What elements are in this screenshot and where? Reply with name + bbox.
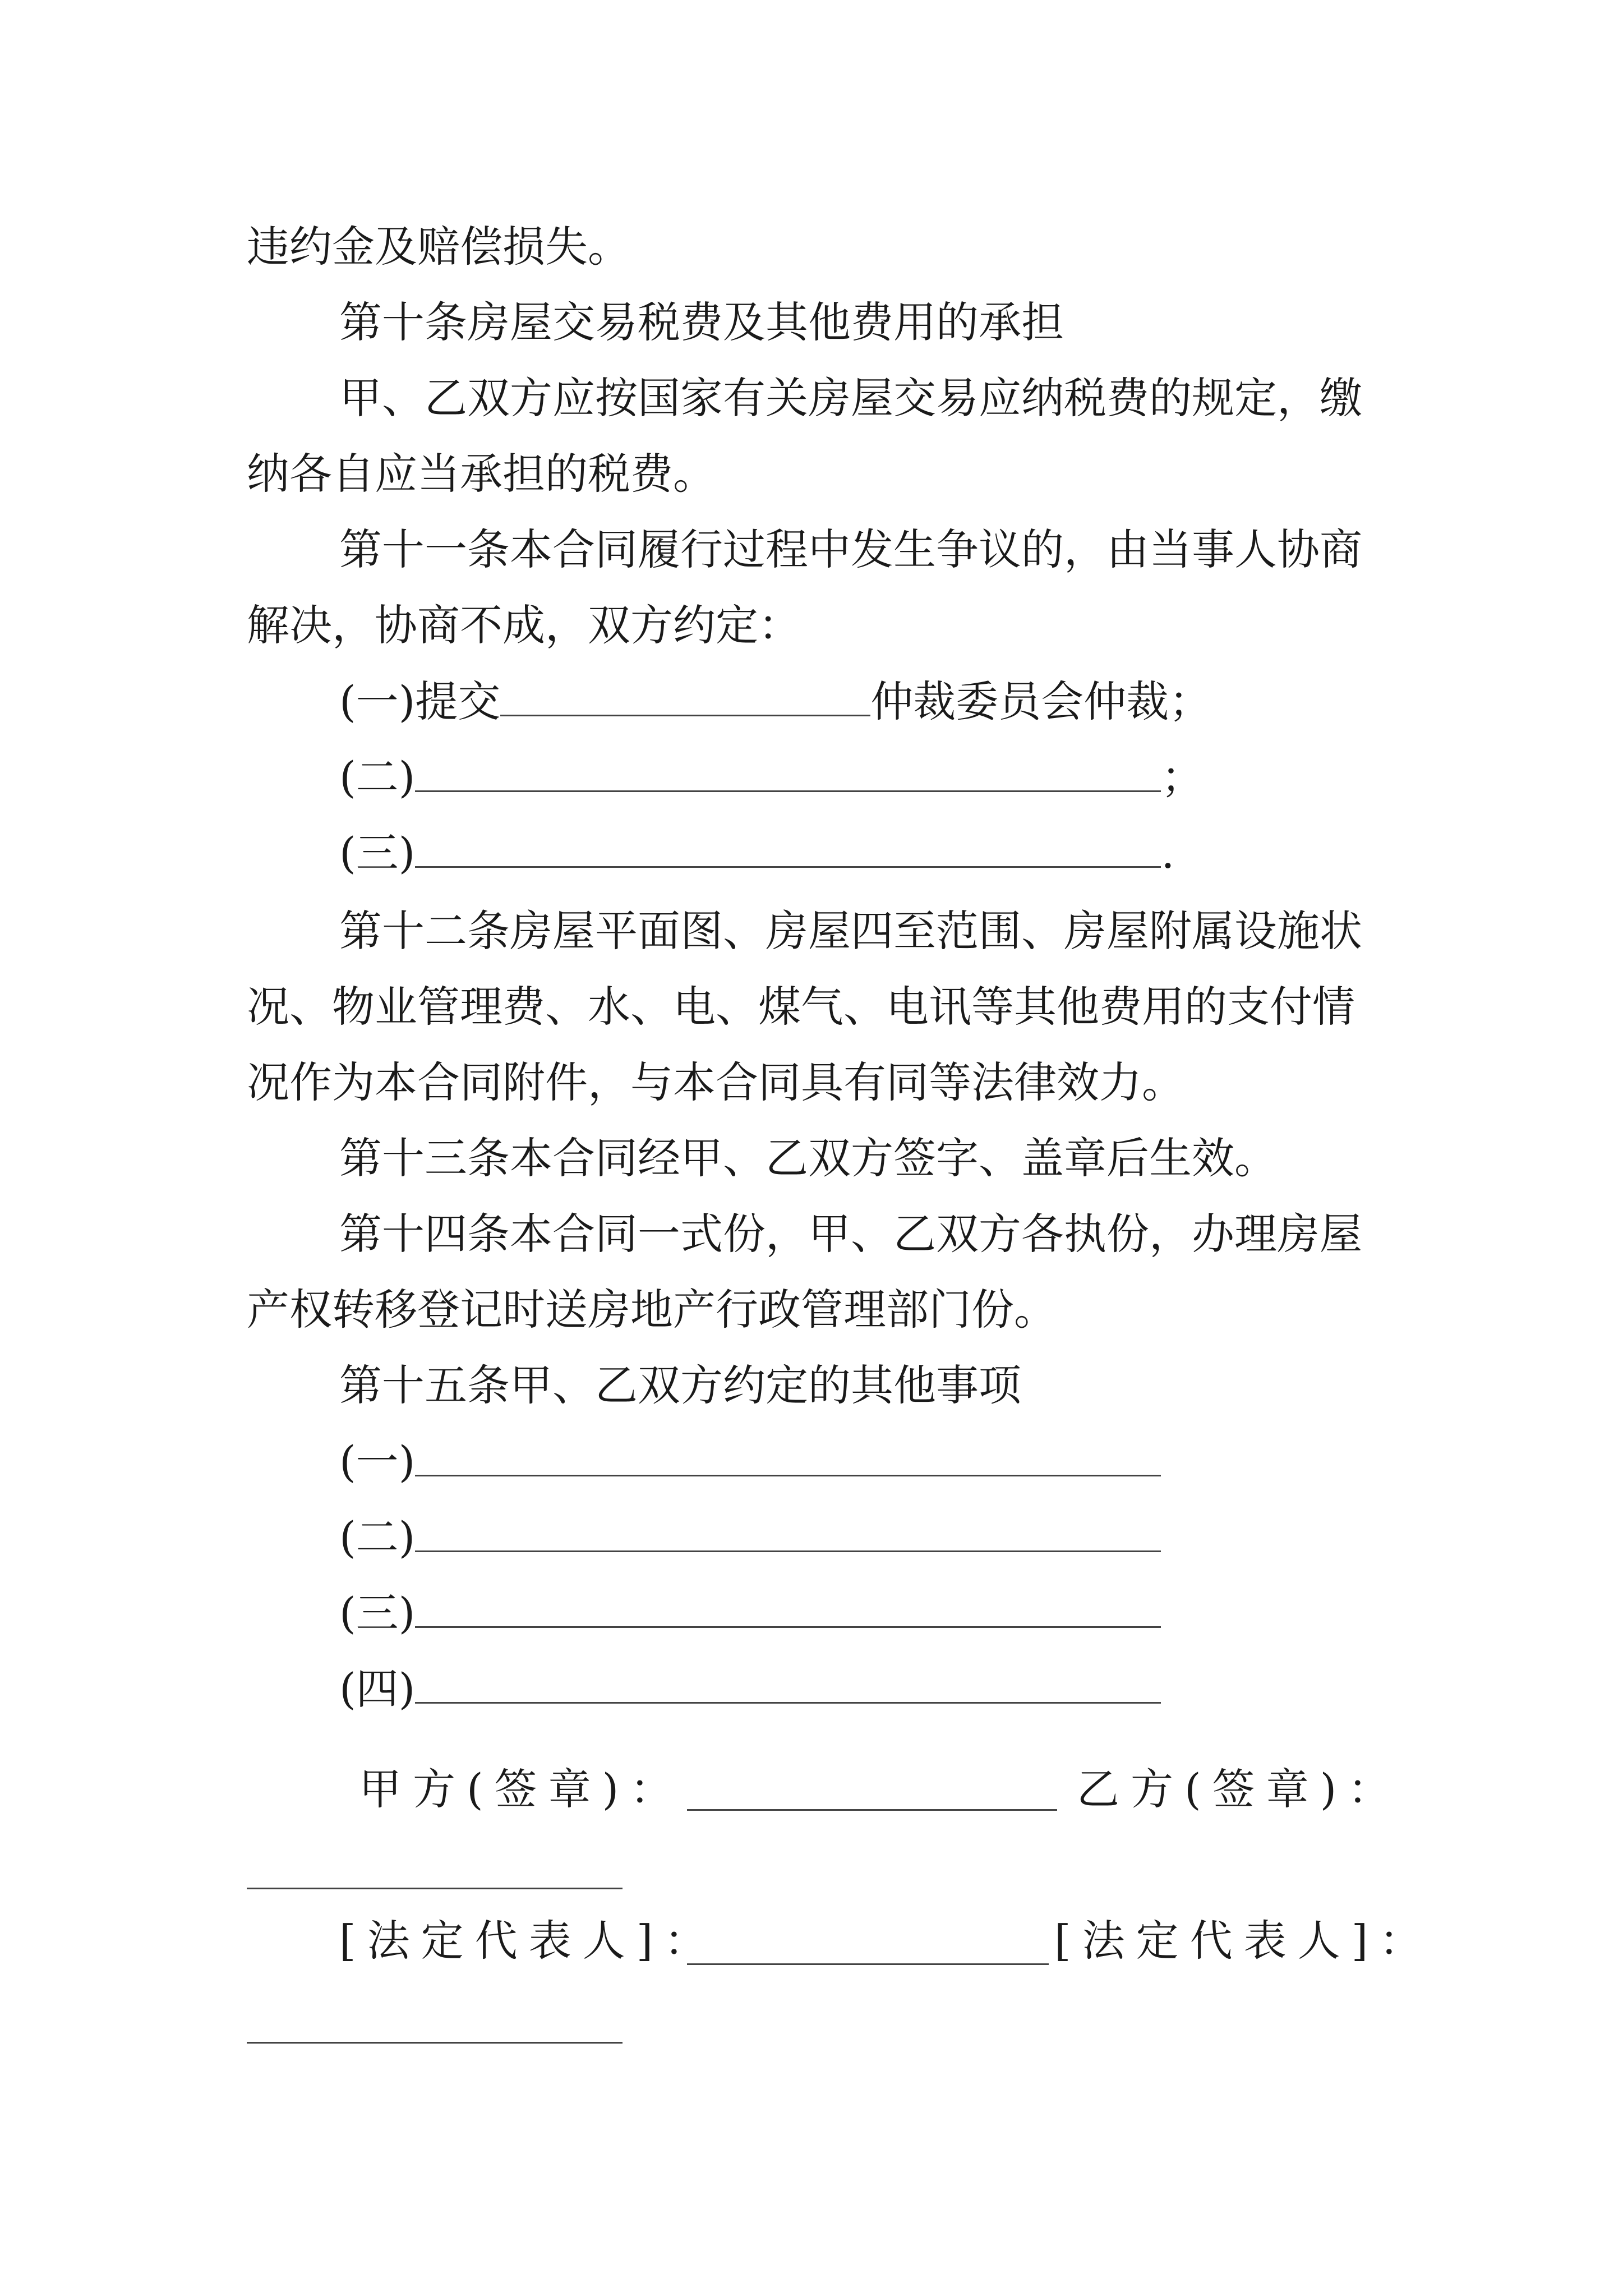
party-a-signature-label: 甲方(签章)： (359, 1764, 684, 1814)
party-b-signature-label: 乙方(签章)： (1077, 1764, 1402, 1814)
party-b-representative-label: [法定代表人]： (1054, 1916, 1433, 1966)
article-13-line: 第十三条本合同经甲、乙双方签字、盖章后生效。 (339, 1133, 1277, 1183)
option-2-blank[interactable] (415, 749, 1161, 792)
text: 甲、乙双方应按国家有关房屋交易应纳税费的规定，缴 (339, 373, 1362, 423)
article-12-line: 第十二条房屋平面图、房屋四至范围、房屋附属设施状 (339, 906, 1362, 956)
option-suffix: 仲裁委员会仲裁； (870, 677, 1212, 726)
other-matter-1-blank[interactable] (415, 1433, 1161, 1476)
article-12-line: 况作为本合同附件，与本合同具有同等法律效力。 (247, 1057, 1184, 1107)
option-label: (一)提交 (339, 677, 501, 726)
option-suffix: ； (1161, 752, 1204, 802)
article-12-line: 况、物业管理费、水、电、煤气、电讯等其他费用的支付情 (247, 982, 1355, 1032)
article-14-line: 第十四条本合同一式份，甲、乙双方各执份，办理房屋 (339, 1209, 1362, 1259)
article-10-heading: 第十条房屋交易税费及其他费用的承担 (339, 297, 1064, 347)
arbitration-commission-blank[interactable] (500, 673, 870, 716)
party-b-representative-line[interactable] (247, 2042, 623, 2044)
other-matter-3-blank[interactable] (415, 1585, 1161, 1628)
other-matter-2-blank[interactable] (415, 1509, 1161, 1552)
article-15-heading: 第十五条甲、乙双方约定的其他事项 (339, 1360, 1021, 1410)
item-label: (四) (339, 1664, 416, 1714)
arbitration-option-2 (339, 749, 1204, 805)
item-label: (二) (339, 1512, 416, 1562)
other-matter-4 (339, 1660, 1161, 1717)
arbitration-option-1 (339, 673, 1211, 729)
paragraph-line: 违约金及赔偿损失。 (247, 222, 630, 272)
party-b-signature-line[interactable] (247, 1888, 623, 1889)
other-matter-2 (339, 1509, 1161, 1565)
article-11-line: 第十一条本合同履行过程中发生争议的，由当事人协商 (339, 524, 1362, 574)
article-10-body-line (339, 370, 1382, 426)
party-a-signature-line[interactable] (687, 1809, 1057, 1811)
article-10-body-line: 纳各自应当承担的税费。 (247, 449, 716, 499)
article-11-line: 解决，协商不成，双方约定： (247, 600, 801, 650)
option-label: (三) (339, 828, 416, 878)
item-label: (一) (339, 1437, 416, 1487)
other-matter-4-blank[interactable] (415, 1660, 1161, 1704)
other-matter-3 (339, 1585, 1161, 1641)
option-label: (二) (339, 752, 416, 802)
arbitration-option-3 (339, 825, 1174, 881)
option-suffix: . (1161, 828, 1175, 878)
option-3-blank[interactable] (415, 825, 1161, 868)
party-a-representative-line[interactable] (687, 1963, 1049, 1965)
article-14-line: 产权转移登记时送房地产行政管理部门份。 (247, 1285, 1057, 1335)
item-label: (三) (339, 1588, 416, 1638)
party-a-representative-label: [法定代表人]： (339, 1916, 718, 1966)
other-matter-1 (339, 1433, 1161, 1489)
